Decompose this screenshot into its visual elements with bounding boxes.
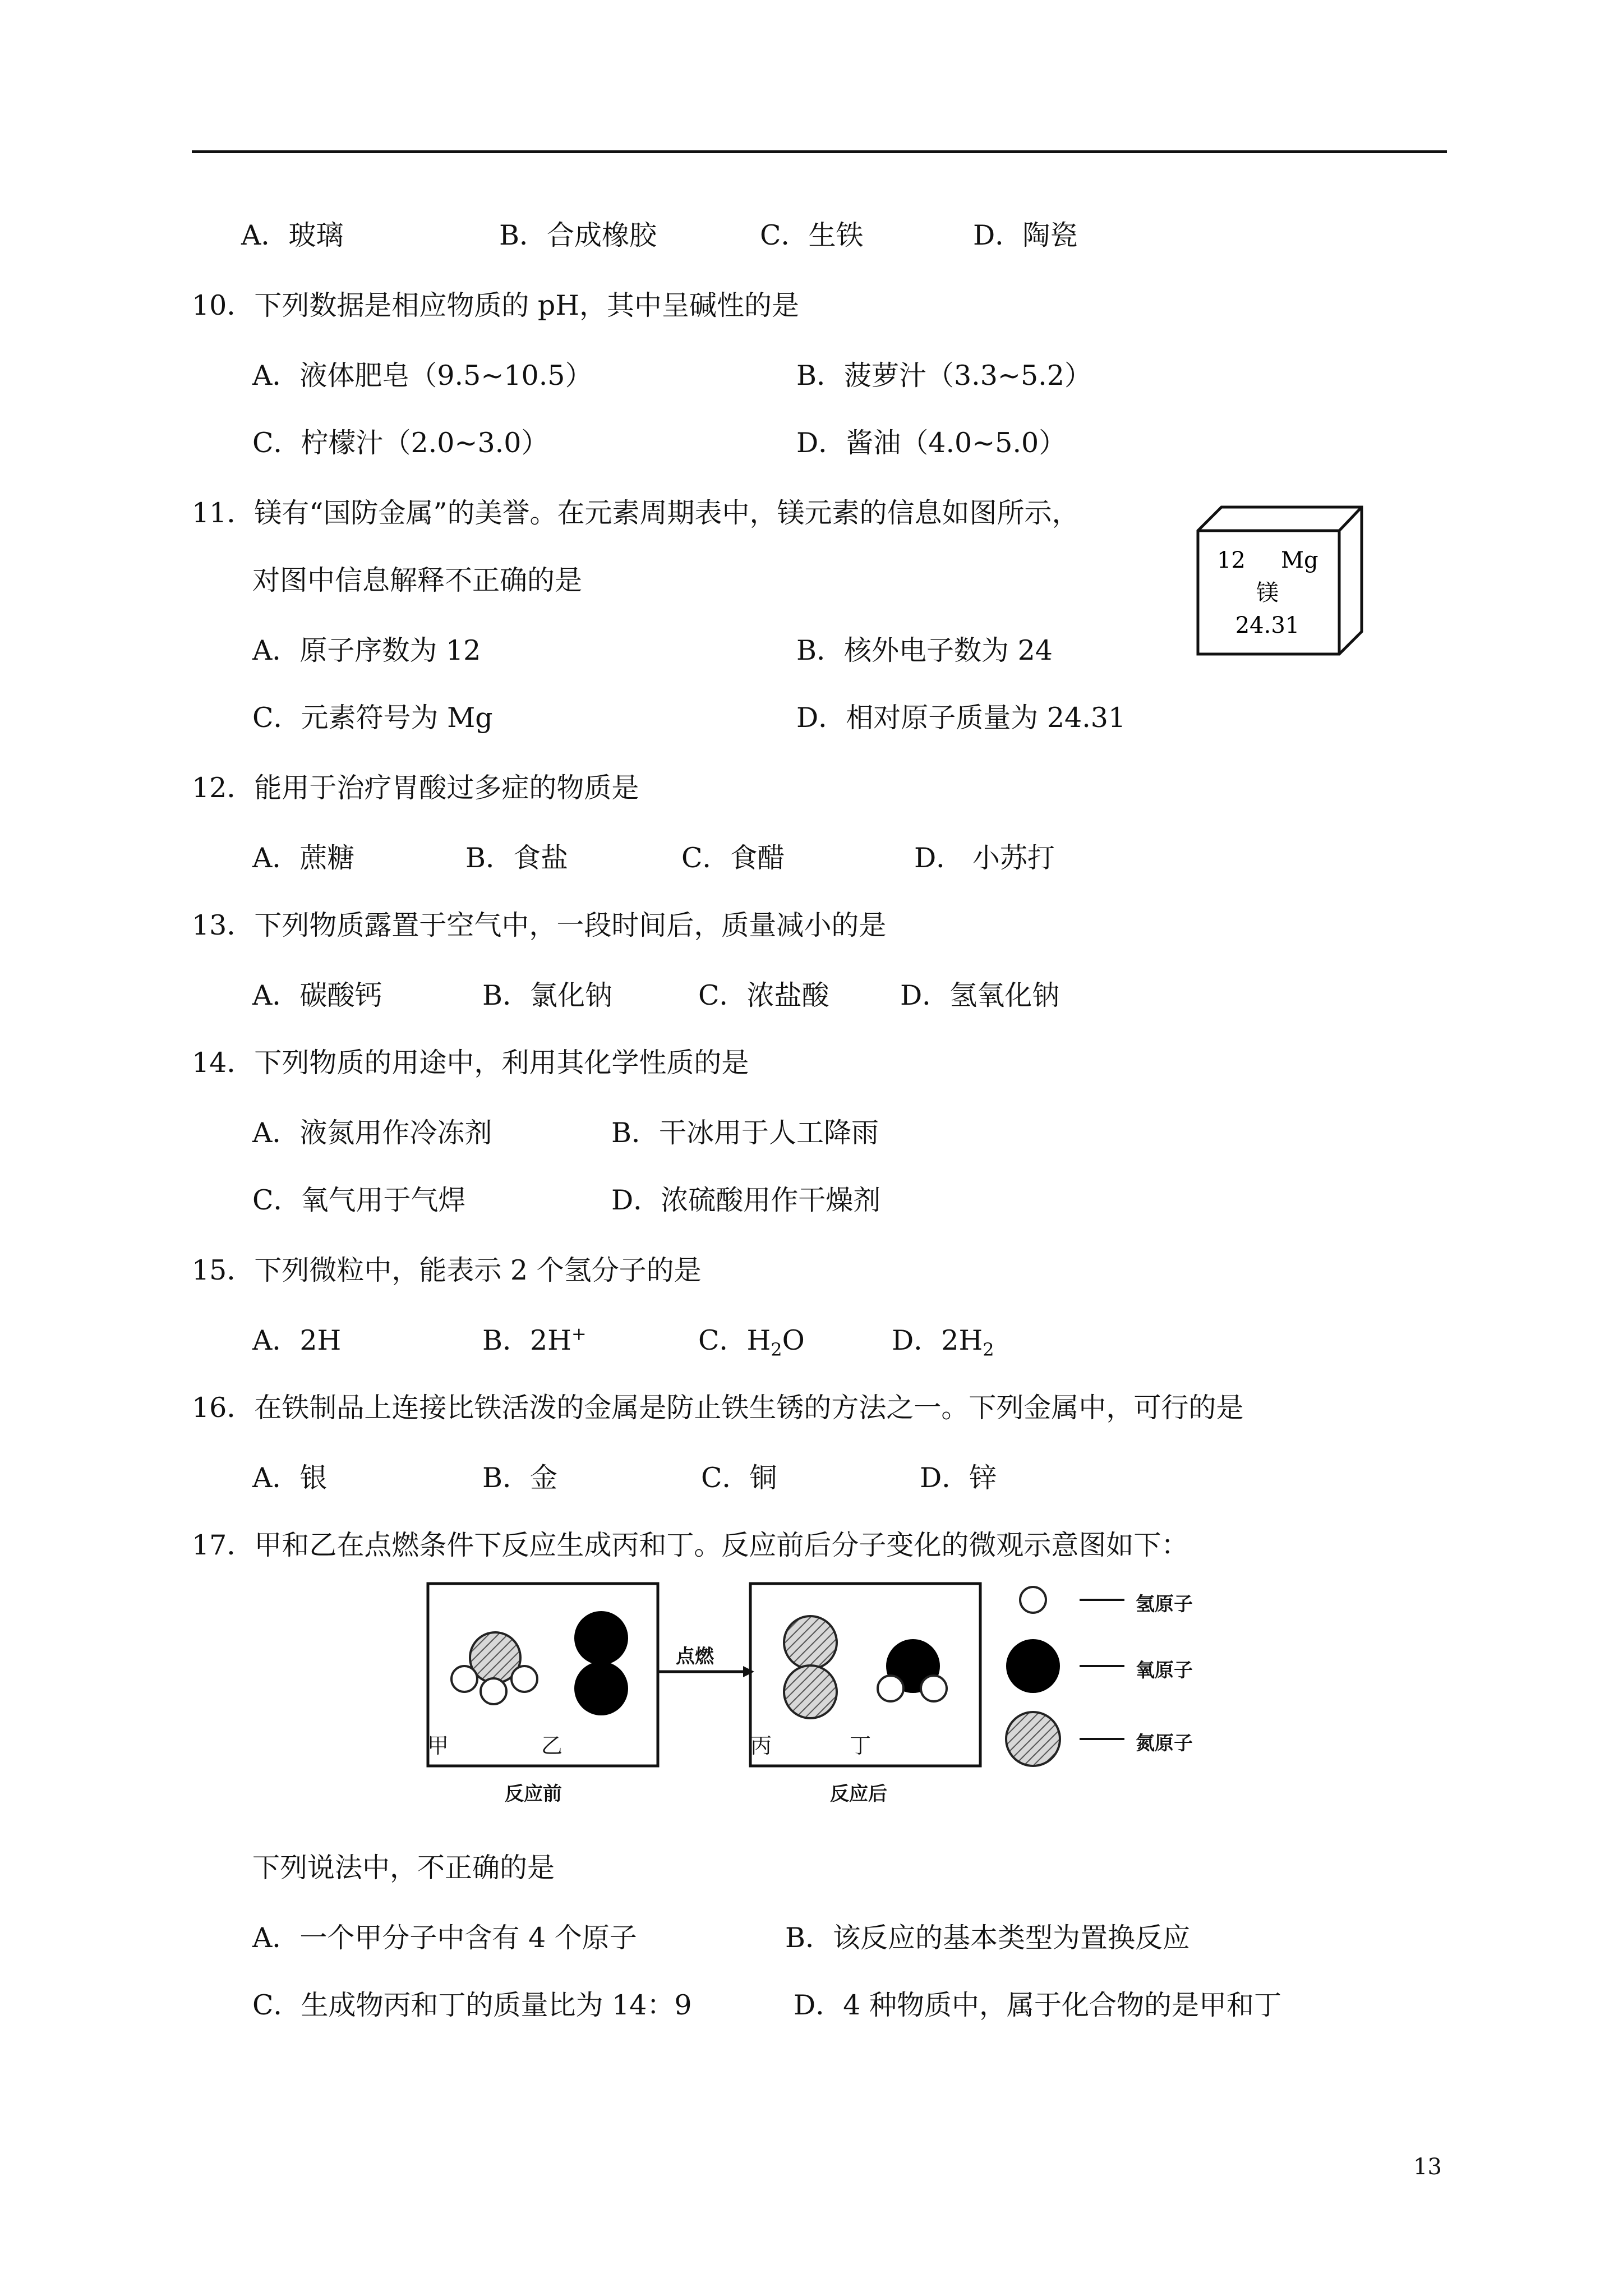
- q17-option-c: C．生成物丙和丁的质量比为 14：9: [252, 1989, 692, 2021]
- legend-oxygen-icon: [1006, 1639, 1060, 1693]
- q13-option-c: C．浓盐酸: [698, 979, 829, 1011]
- legend-nitrogen-icon: [1006, 1712, 1060, 1766]
- reaction-diagram: [426, 1582, 1228, 1812]
- arrow-condition-label: 点燃: [676, 1645, 714, 1668]
- product-d-hydrogen-atom: [878, 1676, 903, 1701]
- tile-atomic-number: 12: [1217, 547, 1246, 573]
- tile-element-name: 镁: [1256, 580, 1279, 606]
- q15-option-d: D．$2H_2$: [892, 1324, 994, 1360]
- q16-option-a: A．银: [252, 1462, 328, 1494]
- q14-option-c: C．氧气用于气焊: [252, 1184, 466, 1216]
- q10-option-a: A．液体肥皂（9.5~10.5）: [252, 360, 593, 392]
- q15-option-b: B．2H+: [482, 1323, 587, 1356]
- q10-option-d: D．酱油（4.0~5.0）: [796, 427, 1067, 459]
- legend-hydrogen-label: 氢原子: [1136, 1593, 1193, 1616]
- q9-option-b: B．合成橡胶: [499, 219, 657, 251]
- q10-stem: 10．下列数据是相应物质的 pH，其中呈碱性的是: [192, 289, 800, 321]
- q10-option-b: B．菠萝汁（3.3~5.2）: [796, 360, 1092, 392]
- q14-option-a: A．液氮用作冷冻剂: [252, 1117, 492, 1149]
- q15-option-c: C．$H_2O$: [698, 1324, 805, 1360]
- q10-option-c: C．柠檬汁（2.0~3.0）: [252, 427, 549, 459]
- q12-option-a: A．蔗糖: [252, 842, 355, 874]
- q16-stem: 16．在铁制品上连接比铁活泼的金属是防止铁生锈的方法之一。下列金属中，可行的是: [192, 1392, 1244, 1424]
- after-label: 反应后: [830, 1783, 887, 1805]
- q9-option-c: C．生铁: [760, 219, 864, 251]
- q14-option-d: D．浓硫酸用作干燥剂: [611, 1184, 881, 1216]
- q13-option-b: B．氯化钠: [482, 979, 613, 1011]
- legend-nitrogen-label: 氮原子: [1136, 1732, 1193, 1755]
- q16-option-c: C．铜: [701, 1462, 777, 1494]
- q11-option-d: D．相对原子质量为 24.31: [796, 702, 1126, 734]
- q12-option-b: B．食盐: [465, 842, 569, 874]
- product-d-label: 丁: [850, 1733, 872, 1758]
- reactant-b-label: 乙: [541, 1733, 563, 1758]
- product-c-nitrogen-atom: [784, 1616, 837, 1669]
- q14-option-b: B．干冰用于人工降雨: [611, 1117, 879, 1149]
- tile-atomic-mass: 24.31: [1235, 613, 1300, 638]
- q11-option-b: B．核外电子数为 24: [796, 634, 1053, 666]
- product-c-nitrogen-atom: [784, 1665, 837, 1718]
- q11-option-a: A．原子序数为 12: [252, 634, 481, 666]
- page-number: 13: [1413, 2154, 1442, 2180]
- q12-stem: 12．能用于治疗胃酸过多症的物质是: [192, 772, 639, 804]
- q17-option-d: D．4 种物质中，属于化合物的是甲和丁: [794, 1989, 1282, 2021]
- header-rule: [192, 150, 1447, 153]
- legend-oxygen-label: 氧原子: [1136, 1659, 1193, 1682]
- q14-stem: 14．下列物质的用途中，利用其化学性质的是: [192, 1047, 749, 1079]
- q11-stem-line2: 对图中信息解释不正确的是: [252, 564, 583, 596]
- q17-stem: 17．甲和乙在点燃条件下反应生成丙和丁。反应前后分子变化的微观示意图如下：: [192, 1529, 1189, 1561]
- q17-prompt: 下列说法中，不正确的是: [252, 1852, 555, 1884]
- tile-symbol: Mg: [1281, 547, 1318, 573]
- reactant-a-label: 甲: [427, 1733, 449, 1758]
- q9-option-d: D．陶瓷: [973, 219, 1078, 251]
- q17-option-a: A．一个甲分子中含有 4 个原子: [252, 1922, 637, 1954]
- q13-stem: 13．下列物质露置于空气中，一段时间后，质量减小的是: [192, 909, 887, 941]
- q13-option-a: A．碳酸钙: [252, 979, 382, 1011]
- q11-stem-line1: 11．镁有“国防金属”的美誉。在元素周期表中，镁元素的信息如图所示，: [192, 497, 1080, 529]
- q12-option-d: D． 小苏打: [914, 842, 1055, 874]
- before-label: 反应前: [505, 1783, 562, 1805]
- q11-option-c: C．元素符号为 Mg: [252, 702, 493, 734]
- reactant-a-hydrogen-atom: [481, 1678, 506, 1704]
- q16-option-d: D．锌: [920, 1462, 997, 1494]
- q15-option-a: A．2H: [252, 1324, 342, 1356]
- reactant-b-oxygen-atom: [574, 1611, 628, 1665]
- q16-option-b: B．金: [482, 1462, 558, 1494]
- reactant-b-oxygen-atom: [574, 1662, 628, 1715]
- product-c-label: 丙: [750, 1733, 772, 1758]
- q9-option-a: A．玻璃: [241, 219, 344, 251]
- reactant-a-hydrogen-atom: [511, 1666, 537, 1692]
- q12-option-c: C．食醋: [681, 842, 785, 874]
- product-d-hydrogen-atom: [921, 1676, 947, 1701]
- magnesium-element-tile: [1196, 505, 1364, 662]
- legend-hydrogen-icon: [1020, 1587, 1046, 1613]
- reaction-diagram-graphic: [426, 1582, 1228, 1812]
- q17-option-b: B．该反应的基本类型为置换反应: [785, 1922, 1191, 1954]
- q13-option-d: D．氢氧化钠: [900, 979, 1060, 1011]
- q15-stem: 15．下列微粒中，能表示 2 个氢分子的是: [192, 1254, 702, 1286]
- reactant-a-hydrogen-atom: [451, 1666, 477, 1692]
